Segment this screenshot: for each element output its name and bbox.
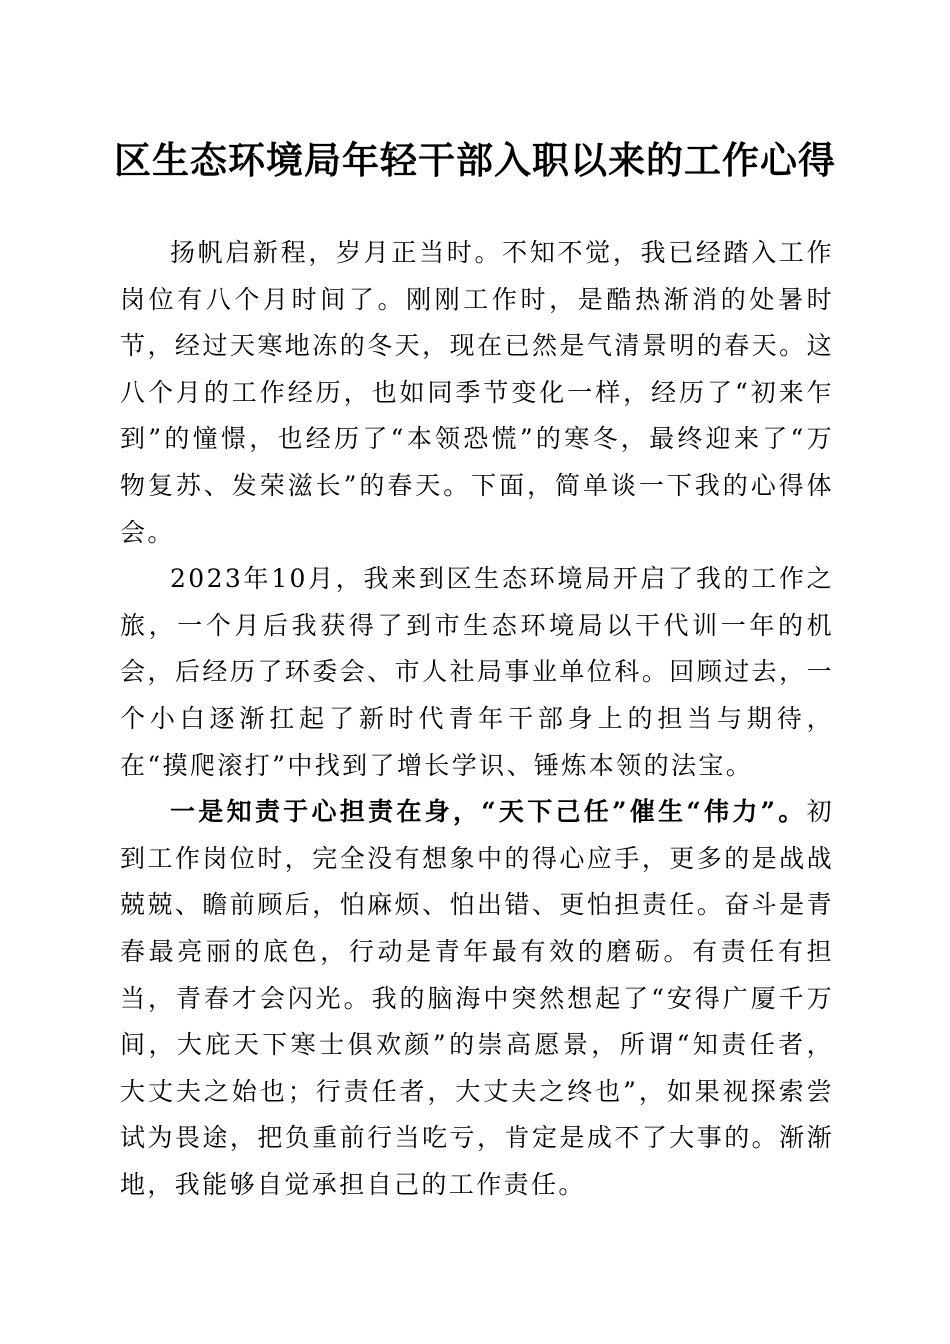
point-one-text: 初到工作岗位时，完全没有想象中的得心应手，更多的是战战兢兢、瞻前顾后，怕麻烦、怕出错、更怕担责任。奋斗是青春最亮丽的底色，行动是青年最有效的磨砺。有责任有担当，青春才会闪光。我的脑海中突然想起了“安得广厦千万间，大庇天下寒士俱欢颜”的崇高愿景，所谓“知责任者，大丈夫之始也；行责任者，大丈夫之终也”，如果视探索尝试为畏途，把负重前行当吃亏，肯定是成不了大事的。渐渐地，我能够自觉承担自己的工作责任。 — [120, 797, 834, 1199]
paragraph-point-one — [120, 789, 834, 1208]
paragraph-background — [120, 556, 834, 789]
paragraph-intro-text: 扬帆启新程，岁月正当时。不知不觉，我已经踏入工作岗位有八个月时间了。刚刚工作时，是酷热渐消的处暑时节，经过天寒地冻的冬天，现在已然是气清景明的春天。这八个月的工作经历，也如同季节变化一样，经历了“初来乍到”的憧憬，也经历了“本领恐慌”的寒冬，最终迎来了“万物复苏、发荣滋长”的春天。下面，简单谈一下我的心得体会。 — [120, 238, 834, 547]
document-title: 区生态环境局年轻干部入职以来的工作心得 — [114, 138, 836, 182]
paragraph-background-text: 2023年10月，我来到区生态环境局开启了我的工作之旅，一个月后我获得了到市生态环境局以干代训一年的机会，后经历了环委会、市人社局事业单位科。回顾过去，一个小白逐渐扛起了新时代青年干部身上的担当与期待，在“摸爬滚打”中找到了增长学识、锤炼本领的法宝。 — [120, 564, 834, 780]
point-one-heading: 一是知责于心担责在身，“天下己任”催生“伟力”。 — [170, 797, 807, 827]
document-body — [120, 230, 834, 1208]
paragraph-intro — [120, 230, 834, 556]
